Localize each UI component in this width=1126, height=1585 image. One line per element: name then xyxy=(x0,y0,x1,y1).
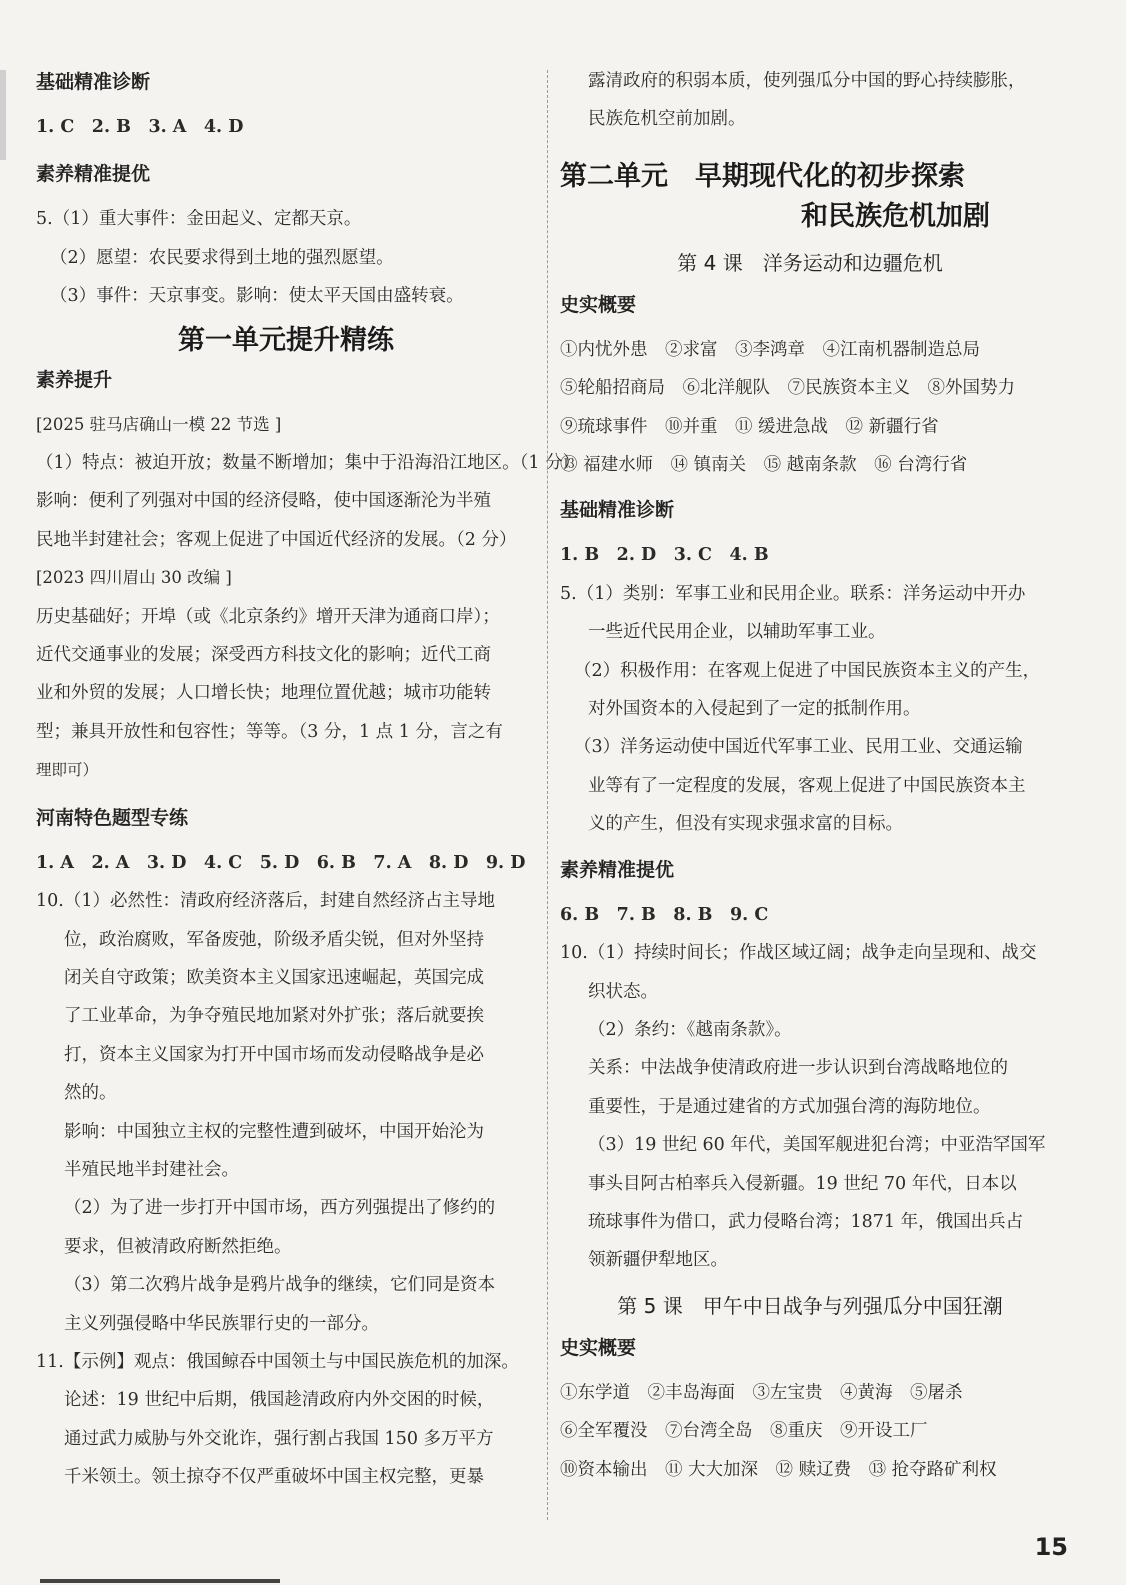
unit-subtitle: 和民族危机加剧 xyxy=(801,200,990,232)
answer-line: 5.（1）类别：军事工业和民用企业。联系：洋务运动中开办 xyxy=(560,583,1026,604)
answer-line: 民族危机空前加剧。 xyxy=(588,109,746,130)
answer-line: （2）愿望：农民要求得到土地的强烈愿望。 xyxy=(50,247,394,268)
unit-title-block xyxy=(560,157,1060,237)
unit-title: 第二单元 早期现代化的初步探索 xyxy=(560,160,965,192)
answer-line: 重要性，于是通过建省的方式加强台湾的海防地位。 xyxy=(588,1096,991,1117)
answer-line: 10.（1）必然性：清政府经济落后，封建自然经济占主导地 xyxy=(36,891,495,912)
answer-line: 领新疆伊犁地区。 xyxy=(588,1250,728,1271)
lesson-title: 第 4 课 洋务运动和边疆危机 xyxy=(677,250,943,275)
answer-line: 位，政治腐败，军备废弛，阶级矛盾尖锐，但对外坚持 xyxy=(64,929,484,950)
answer-line: 琉球事件为借口，武力侵略台湾；1871 年，俄国出兵占 xyxy=(588,1211,1024,1232)
answer-line: 对外国资本的入侵起到了一定的抵制作用。 xyxy=(588,699,921,720)
answer-line: 5.（1）重大事件：金田起义、定都天京。 xyxy=(36,209,362,230)
answer-line: （2）积极作用：在客观上促进了中国民族资本主义的产生， xyxy=(574,660,1041,681)
summary-line: ⑬ 福建水师 ⑭ 镇南关 ⑮ 越南条款 ⑯ 台湾行省 xyxy=(560,455,968,476)
answer-line: 型；兼具开放性和包容性；等等。（3 分，1 点 1 分，言之有 xyxy=(36,721,503,742)
scan-edge-mark xyxy=(0,70,6,160)
answer-line: （2）为了进一步打开中国市场，西方列强提出了修约的 xyxy=(64,1198,496,1219)
answer-line: 11.【示例】观点：俄国鲸吞中国领土与中国民族危机的加深。 xyxy=(36,1351,519,1372)
answer-line: 民地半封建社会；客观上促进了中国近代经济的发展。（2 分） xyxy=(36,529,517,550)
section-heading: 素养精准提优 xyxy=(36,163,151,186)
page-number: 15 xyxy=(1034,1533,1068,1561)
summary-line: ⑨琉球事件 ⑩并重 ⑪ 缓进急战 ⑫ 新疆行省 xyxy=(560,416,939,437)
answer-key: 1. C 2. B 3. A 4. D xyxy=(36,117,244,137)
answer-line: 闭关自守政策；欧美资本主义国家迅速崛起，英国完成 xyxy=(64,967,484,988)
answer-line: 业和外贸的发展；人口增长快；地理位置优越；城市功能转 xyxy=(36,683,491,704)
scan-edge-bar xyxy=(40,1579,280,1583)
section-heading: 史实概要 xyxy=(560,293,637,316)
answer-line: 关系：中法战争使清政府进一步认识到台湾战略地位的 xyxy=(588,1058,1008,1079)
answer-line: 业等有了一定程度的发展，客观上促进了中国民族资本主 xyxy=(588,775,1026,796)
right-column xyxy=(560,62,1060,1489)
section-heading: 史实概要 xyxy=(560,1336,637,1359)
answer-line: 千米领土。领土掠夺不仅严重破坏中国主权完整，更暴 xyxy=(64,1467,484,1488)
answer-line: 打，资本主义国家为打开中国市场而发动侵略战争是必 xyxy=(64,1044,484,1065)
answer-line: 半殖民地半封建社会。 xyxy=(64,1159,239,1180)
answer-line: 近代交通事业的发展；深受西方科技文化的影响；近代工商 xyxy=(36,645,491,666)
unit-title: 第一单元提升精练 xyxy=(178,324,394,356)
summary-line: ①东学道 ②丰岛海面 ③左宝贵 ④黄海 ⑤屠杀 xyxy=(560,1382,963,1403)
summary-line: ①内忧外患 ②求富 ③李鸿章 ④江南机器制造总局 xyxy=(560,339,980,360)
answer-line: 通过武力威胁与外交讹诈，强行割占我国 150 多万平方 xyxy=(64,1428,494,1449)
answer-line: 事头目阿古柏率兵入侵新疆。19 世纪 70 年代，日本以 xyxy=(588,1173,1017,1194)
answer-line: （3）洋务运动使中国近代军事工业、民用工业、交通运输 xyxy=(574,737,1023,758)
answer-line: 然的。 xyxy=(64,1083,117,1104)
column-divider xyxy=(547,70,548,1520)
answer-line: （3）第二次鸦片战争是鸦片战争的继续，它们同是资本 xyxy=(64,1275,496,1296)
summary-line: ⑥全军覆没 ⑦台湾全岛 ⑧重庆 ⑨开设工厂 xyxy=(560,1421,928,1442)
section-heading: 基础精准诊断 xyxy=(560,499,675,522)
section-heading: 河南特色题型专练 xyxy=(36,806,189,829)
answer-key: 1. B 2. D 3. C 4. B xyxy=(560,545,769,566)
answer-key: 6. B 7. B 8. B 9. C xyxy=(560,904,769,925)
summary-line: ⑩资本输出 ⑪ 大大加深 ⑫ 赎辽费 ⑬ 抢夺路矿利权 xyxy=(560,1459,997,1480)
answer-line: 要求，但被清政府断然拒绝。 xyxy=(64,1236,292,1257)
answer-line: （1）特点：被迫开放；数量不断增加；集中于沿海沿江地区。（1 分） xyxy=(36,453,581,474)
answer-line: 影响：中国独立主权的完整性遭到破坏，中国开始沦为 xyxy=(64,1121,484,1142)
source-line: [2023 四川眉山 30 改编 ] xyxy=(36,568,232,588)
answer-line: （2）条约：《越南条款》。 xyxy=(588,1019,792,1040)
section-heading: 基础精准诊断 xyxy=(36,71,151,93)
answer-line: （3）19 世纪 60 年代，美国军舰进犯台湾；中亚浩罕国军 xyxy=(588,1135,1046,1156)
answer-line: 论述：19 世纪中后期，俄国趁清政府内外交困的时候， xyxy=(64,1390,495,1411)
answer-line: 一些近代民用企业，以辅助军事工业。 xyxy=(588,622,886,643)
section-heading: 素养精准提优 xyxy=(560,858,675,881)
answer-line: 义的产生，但没有实现求强求富的目标。 xyxy=(588,814,903,835)
answer-line: 主义列强侵略中华民族罪行史的一部分。 xyxy=(64,1313,379,1334)
source-line: [2025 驻马店确山一模 22 节选 ] xyxy=(36,414,282,434)
answer-line: 历史基础好；开埠（或《北京条约》增开天津为通商口岸）； xyxy=(36,606,500,627)
lesson-title: 第 5 课 甲午中日战争与列强瓜分中国狂潮 xyxy=(617,1293,1003,1318)
answer-line: 理即可） xyxy=(36,761,99,780)
section-heading: 素养提升 xyxy=(36,368,113,391)
answer-line: 织状态。 xyxy=(588,981,658,1002)
answer-line: 了工业革命，为争夺殖民地加紧对外扩张；落后就要挨 xyxy=(64,1006,484,1027)
summary-line: ⑤轮船招商局 ⑥北洋舰队 ⑦民族资本主义 ⑧外国势力 xyxy=(560,378,1015,399)
answer-key: 1. A 2. A 3. D 4. C 5. D 6. B 7. A 8. D 9. D xyxy=(36,852,526,873)
answer-line: 10.（1）持续时间长；作战区域辽阔；战争走向呈现和、战交 xyxy=(560,943,1037,964)
answer-line: 影响：便利了列强对中国的经济侵略，使中国逐渐沦为半殖 xyxy=(36,491,491,512)
left-column xyxy=(36,62,581,1497)
answer-line: （3）事件：天京事变。影响：使太平天国由盛转衰。 xyxy=(50,286,464,307)
answer-line: 露清政府的积弱本质，使列强瓜分中国的野心持续膨胀， xyxy=(588,71,1026,91)
